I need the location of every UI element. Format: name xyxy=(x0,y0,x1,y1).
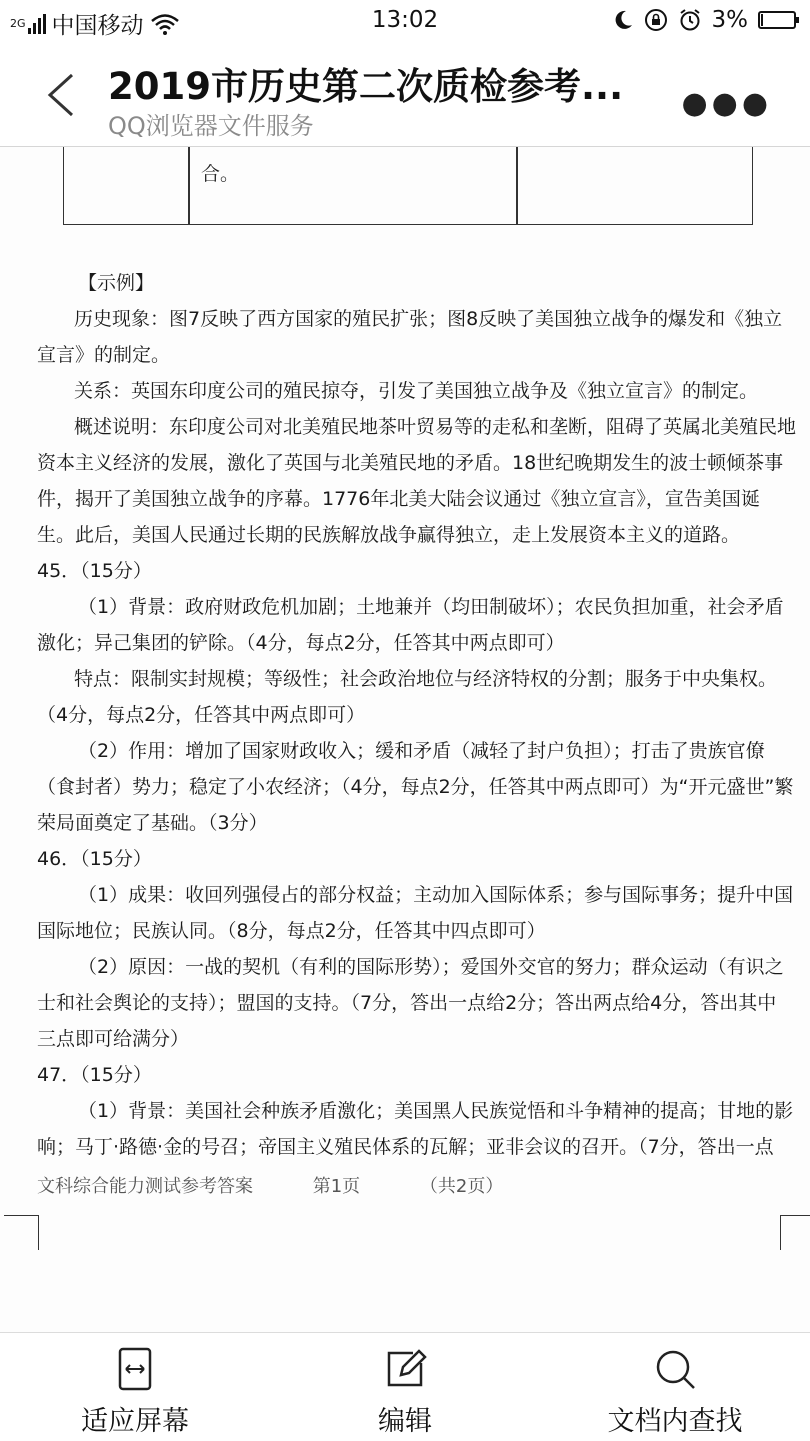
text-line: （1）成果：收回列强侵占的部分权益；主动加入国际体系；参与国际事务；提升中国 xyxy=(78,884,794,906)
text-line: 资本主义经济的发展，激化了英国与北美殖民地的矛盾。18世纪晚期发生的波士顿倾茶事 xyxy=(37,452,784,474)
document-view[interactable] xyxy=(0,147,810,1332)
carrier-name: 中国移动 xyxy=(51,13,144,39)
text-line: 概述说明：东印度公司对北美殖民地茶叶贸易等的走私和垄断，阻碍了英属北美殖民地 xyxy=(74,416,797,438)
network-type: 2G xyxy=(10,17,26,30)
footer-doc-name: 文科综合能力测试参考答案 xyxy=(37,1176,253,1197)
more-menu-icon[interactable]: ●●● xyxy=(681,86,772,121)
status-right xyxy=(612,7,797,33)
text-line: （1）背景：美国社会种族矛盾激化；美国黑人民族觉悟和斗争精神的提高；甘地的影 xyxy=(78,1100,794,1122)
edit-icon xyxy=(383,1347,427,1391)
status-bar xyxy=(0,0,810,42)
find-in-document-button[interactable] xyxy=(540,1333,810,1441)
text-line: 士和社会舆论的支持）；盟国的支持。（7分，答出一点给2分；答出两点给4分，答出其中 xyxy=(37,992,777,1014)
crop-mark xyxy=(4,1215,39,1250)
footer-page-number: 第1页 xyxy=(312,1176,361,1197)
moon-icon xyxy=(612,9,634,31)
text-line: 件，揭开了美国独立战争的序幕。1776年北美大陆会议通过《独立宣言》，宣告美国诞 xyxy=(37,488,760,510)
question-heading: 45．（15分） xyxy=(37,560,152,582)
question-heading: 47．（15分） xyxy=(37,1064,152,1086)
crop-mark xyxy=(780,1215,810,1250)
fit-screen-label: 适应屏幕 xyxy=(81,1406,189,1437)
text-line: 响；马丁·路德·金的号召；帝国主义殖民体系的瓦解；亚非会议的召开。（7分，答出一点 xyxy=(37,1136,774,1158)
back-arrow-icon[interactable] xyxy=(42,72,82,118)
find-label: 文档内查找 xyxy=(607,1406,743,1437)
footer-page-total: （共2页） xyxy=(419,1176,504,1197)
alarm-icon xyxy=(678,8,702,32)
fit-screen-button[interactable] xyxy=(0,1333,270,1441)
clock: 13:02 xyxy=(371,7,439,33)
table-fragment xyxy=(63,147,753,225)
text-line: 宣言》的制定。 xyxy=(37,344,171,366)
table-cell-text: 合。 xyxy=(201,163,240,185)
edit-label: 编辑 xyxy=(378,1406,432,1437)
page-title: 2019市历史第二次质检参考... xyxy=(108,65,624,108)
page-subtitle: QQ浏览器文件服务 xyxy=(108,112,314,140)
title-bar xyxy=(0,42,810,146)
bottom-toolbar xyxy=(0,1332,810,1441)
text-line: 激化；异己集团的铲除。（4分，每点2分，任答其中两点即可） xyxy=(37,632,565,654)
text-line: 历史现象：图7反映了西方国家的殖民扩张；图8反映了美国独立战争的爆发和《独立 xyxy=(74,308,783,330)
search-icon xyxy=(653,1347,697,1391)
text-line: 三点即可给满分） xyxy=(37,1028,190,1050)
text-line: （食封者）势力；稳定了小农经济；（4分，每点2分，任答其中两点即可）为“开元盛世”繁 xyxy=(37,776,794,798)
text-line: 国际地位；民族认同。（8分，每点2分，任答其中四点即可） xyxy=(37,920,546,942)
text-line: 关系：英国东印度公司的殖民掠夺，引发了美国独立战争及《独立宣言》的制定。 xyxy=(74,380,759,402)
text-line: （1）背景：政府财政危机加剧；土地兼并（均田制破坏）；农民负担加重，社会矛盾 xyxy=(78,596,784,618)
rotation-lock-icon xyxy=(644,8,668,32)
fit-screen-icon xyxy=(118,1347,152,1391)
battery-percent: 3% xyxy=(711,7,748,33)
text-line: 荣局面奠定了基础。（3分） xyxy=(37,812,268,834)
question-heading: 46．（15分） xyxy=(37,848,152,870)
text-line: 生。此后，美国人民通过长期的民族解放战争赢得独立，走上发展资本主义的道路。 xyxy=(37,524,741,546)
text-line: 【示例】 xyxy=(78,272,155,294)
page-footer xyxy=(37,1172,537,1198)
edit-button[interactable] xyxy=(270,1333,540,1441)
text-line: （2）作用：增加了国家财政收入；缓和矛盾（减轻了封户负担）；打击了贵族官僚 xyxy=(78,740,765,762)
text-line: 特点：限制实封规模；等级性；社会政治地位与经济特权的分割；服务于中央集权。 xyxy=(74,668,778,690)
battery-icon xyxy=(758,11,796,29)
table-divider xyxy=(516,147,518,224)
text-line: （2）原因：一战的契机（有利的国际形势）；爱国外交官的努力；群众运动（有识之 xyxy=(78,956,784,978)
text-line: （4分，每点2分，任答其中两点即可） xyxy=(37,704,366,726)
table-divider xyxy=(188,147,190,224)
